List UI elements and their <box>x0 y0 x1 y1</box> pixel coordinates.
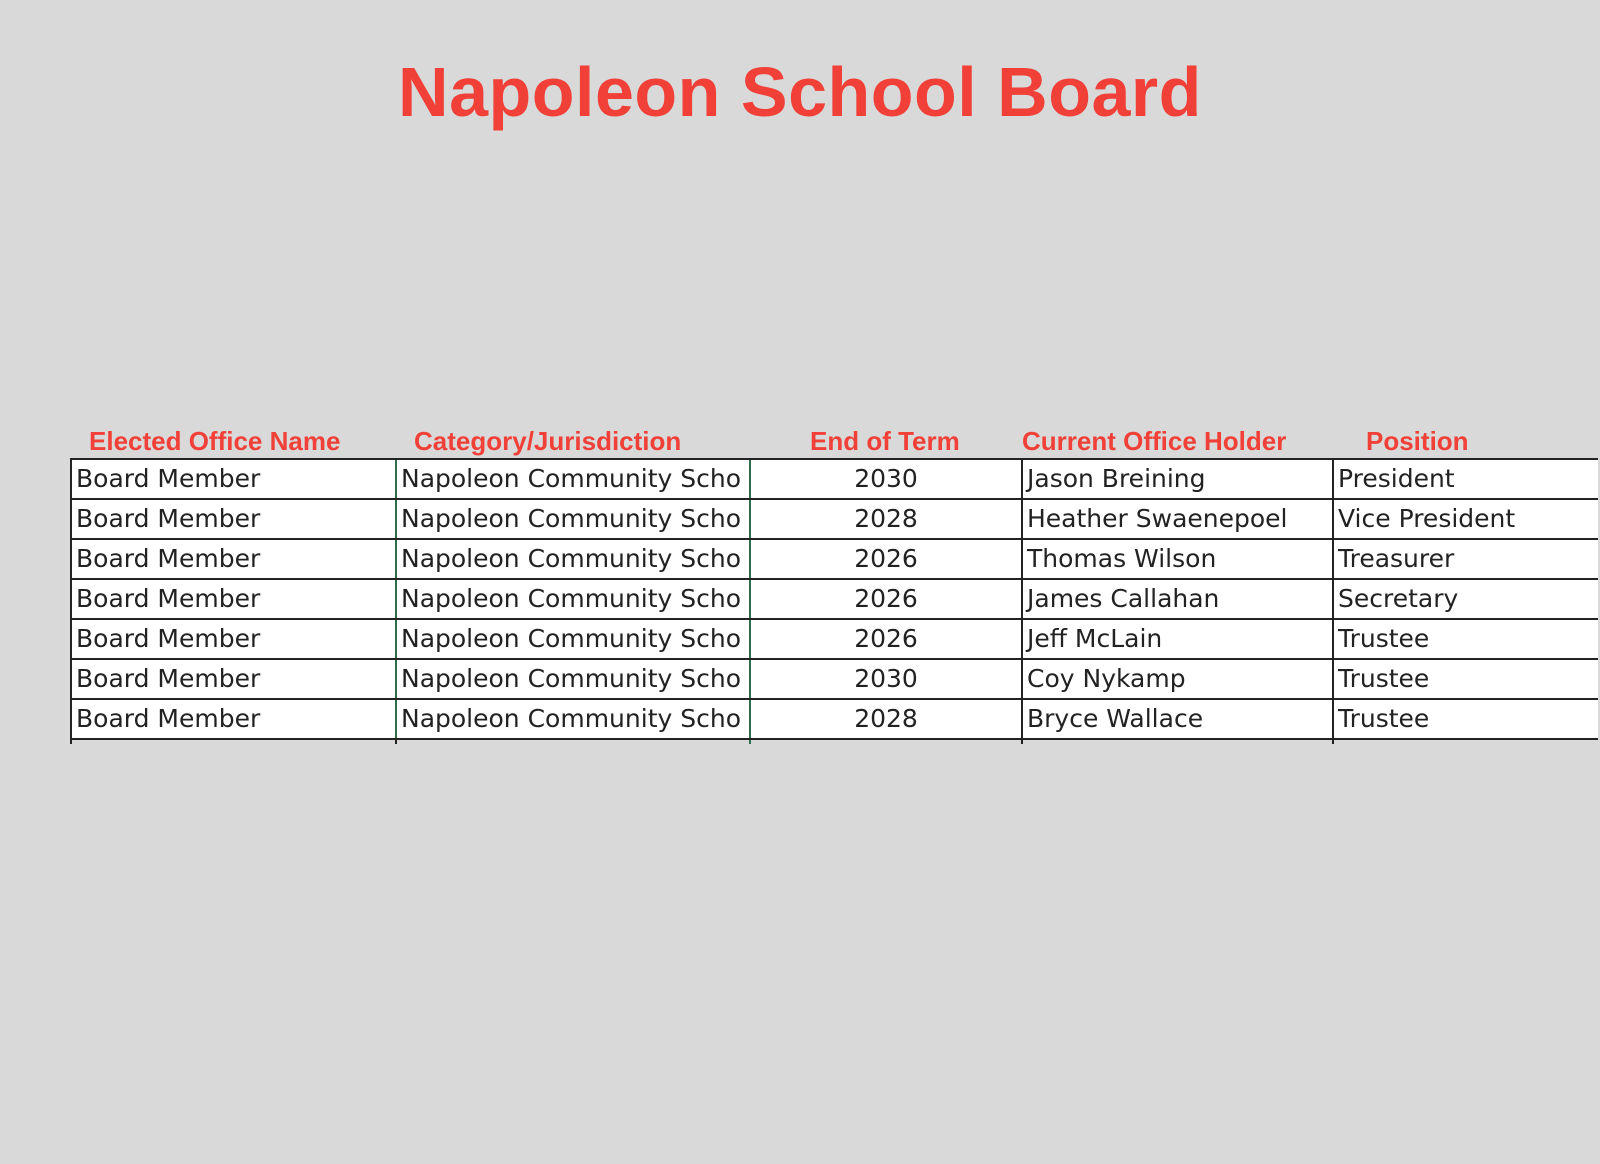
table-row <box>70 700 1598 740</box>
office-holder-cell[interactable]: Coy Nykamp <box>1021 660 1332 698</box>
board-table <box>70 458 1598 740</box>
table-header-row <box>70 424 1598 458</box>
category-jurisdiction-cell[interactable]: Napoleon Community Scho <box>395 540 749 578</box>
position-cell[interactable]: Treasurer <box>1332 540 1598 578</box>
table-row <box>70 500 1598 540</box>
position-cell[interactable]: Trustee <box>1332 700 1598 738</box>
page-title: Napoleon School Board <box>398 53 1202 131</box>
position-cell[interactable]: Vice President <box>1332 500 1598 538</box>
end-of-term-cell[interactable]: 2030 <box>749 460 1021 498</box>
header-elected-office-name: Elected Office Name <box>89 426 341 456</box>
table-row <box>70 620 1598 660</box>
position-cell[interactable]: Secretary <box>1332 580 1598 618</box>
elected-office-name-cell[interactable]: Board Member <box>70 460 395 498</box>
category-jurisdiction-cell[interactable]: Napoleon Community Scho <box>395 700 749 738</box>
end-of-term-cell[interactable]: 2026 <box>749 580 1021 618</box>
position-cell[interactable]: Trustee <box>1332 660 1598 698</box>
table-row <box>70 540 1598 580</box>
elected-office-name-cell[interactable]: Board Member <box>70 620 395 658</box>
office-holder-cell[interactable]: Jeff McLain <box>1021 620 1332 658</box>
elected-office-name-cell[interactable]: Board Member <box>70 540 395 578</box>
category-jurisdiction-cell[interactable]: Napoleon Community Scho <box>395 580 749 618</box>
position-cell[interactable]: President <box>1332 460 1598 498</box>
end-of-term-cell[interactable]: 2026 <box>749 540 1021 578</box>
elected-office-name-cell[interactable]: Board Member <box>70 580 395 618</box>
office-holder-cell[interactable]: Thomas Wilson <box>1021 540 1332 578</box>
office-holder-cell[interactable]: Heather Swaenepoel <box>1021 500 1332 538</box>
office-holder-cell[interactable]: Bryce Wallace <box>1021 700 1332 738</box>
position-cell[interactable]: Trustee <box>1332 620 1598 658</box>
table-row <box>70 460 1598 500</box>
category-jurisdiction-cell[interactable]: Napoleon Community Scho <box>395 500 749 538</box>
category-jurisdiction-cell[interactable]: Napoleon Community Scho <box>395 460 749 498</box>
header-position: Position <box>1366 426 1469 456</box>
end-of-term-cell[interactable]: 2028 <box>749 500 1021 538</box>
end-of-term-cell[interactable]: 2026 <box>749 620 1021 658</box>
end-of-term-cell[interactable]: 2028 <box>749 700 1021 738</box>
table-row <box>70 660 1598 700</box>
office-holder-cell[interactable]: Jason Breining <box>1021 460 1332 498</box>
category-jurisdiction-cell[interactable]: Napoleon Community Scho <box>395 620 749 658</box>
table-bottom-edge <box>70 740 1598 744</box>
office-holder-cell[interactable]: James Callahan <box>1021 580 1332 618</box>
table-row <box>70 580 1598 620</box>
elected-office-name-cell[interactable]: Board Member <box>70 700 395 738</box>
end-of-term-cell[interactable]: 2030 <box>749 660 1021 698</box>
elected-office-name-cell[interactable]: Board Member <box>70 660 395 698</box>
category-jurisdiction-cell[interactable]: Napoleon Community Scho <box>395 660 749 698</box>
header-end-of-term: End of Term <box>810 426 960 456</box>
elected-office-name-cell[interactable]: Board Member <box>70 500 395 538</box>
header-category-jurisdiction: Category/Jurisdiction <box>414 426 682 456</box>
header-current-office-holder: Current Office Holder <box>1022 426 1287 456</box>
